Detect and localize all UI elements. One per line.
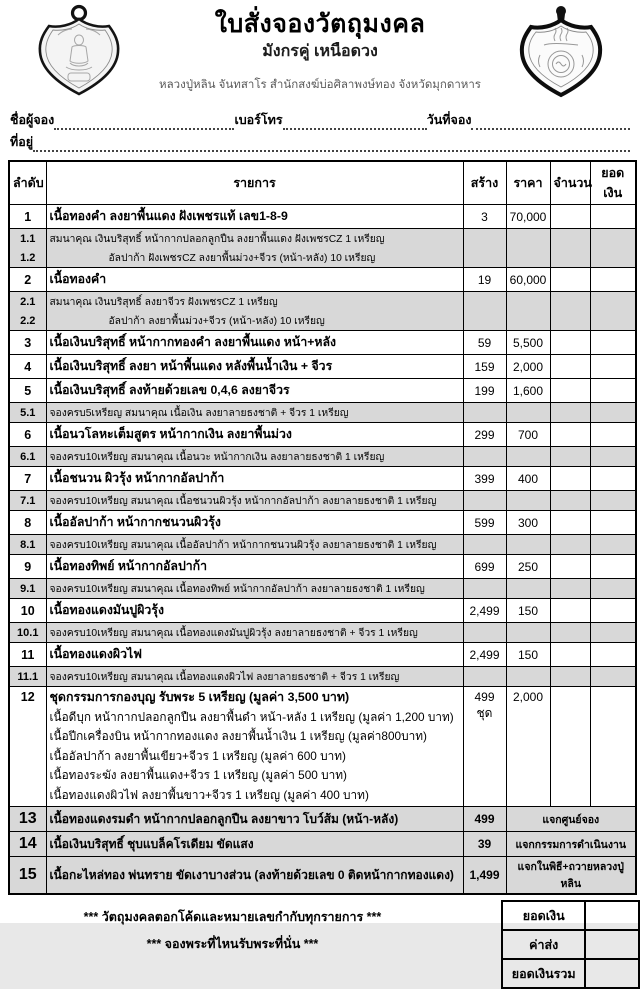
row-number: 15 (9, 857, 46, 895)
summary-table-body (502, 901, 639, 988)
set-detail-line: เนื้อทองแดงผิวไฟ ลงยาพื้นขาว+จีวร 1 เหรียญ (มูลค่า 400 บาท) (49, 787, 369, 802)
price (506, 248, 550, 268)
table-row (9, 355, 636, 379)
summary-value-field[interactable] (585, 959, 639, 988)
summary-row (502, 959, 639, 988)
price: 700 (506, 423, 550, 447)
table-row (9, 229, 636, 249)
made-count: 39 (463, 832, 506, 857)
table-row (9, 857, 636, 895)
note-pickup: *** จองพระที่ไหนรับพระที่นั่น *** (146, 937, 319, 951)
price: 300 (506, 511, 550, 535)
item-description: เนื้อเงินบริสุทธิ์ หน้ากากทองคำ ลงยาพื้นแดง หน้า+หลัง (46, 331, 463, 355)
customer-form (0, 108, 640, 152)
price: 2,000 (506, 687, 550, 807)
summary-label: ยอดเงิน (502, 901, 586, 930)
quantity (550, 447, 590, 467)
table-row (9, 579, 636, 599)
made-count: 2,499 (463, 643, 506, 667)
table-row (9, 423, 636, 447)
item-description: จองครบ5เหรียญ สมนาคุณ เนื้อเงิน ลงยาลายธงชาติ + จีวร 1 เหรียญ (46, 403, 463, 423)
quantity (550, 331, 590, 355)
price (506, 292, 550, 312)
price: 150 (506, 599, 550, 623)
quantity (550, 623, 590, 643)
row-number: 4 (9, 355, 46, 379)
quantity (550, 643, 590, 667)
price: 150 (506, 643, 550, 667)
set-detail-line: เนื้ออัลปาก้า ลงยาพื้นเขียว+จีวร 1 เหรียญ (มูลค่า 600 บาท) (49, 748, 346, 763)
quantity (550, 599, 590, 623)
table-row (9, 643, 636, 667)
item-description: สมนาคุณ เงินบริสุทธิ์ ลงยาจีวร ฝังเพชรCZ 1 เหรียญ (46, 292, 463, 312)
temple-line: หลวงปู่หลิน จันทสาโร สำนักสงฆ์บ่อศิลาพงษ์ทอง จังหวัดมุกดาหาร (159, 79, 481, 92)
quantity (550, 555, 590, 579)
made-count: 1,499 (463, 857, 506, 895)
row-number: 11 (9, 643, 46, 667)
item-description: เนื้อทองคำ (46, 268, 463, 292)
set-detail-line: เนื้อทองระฆัง ลงยาพื้นแดง+จีวร 1 เหรียญ (มูลค่า 500 บาท) (49, 768, 347, 782)
made-count: 499 ชุด (463, 687, 506, 807)
price (506, 311, 550, 331)
made-count: 19 (463, 268, 506, 292)
amount (590, 667, 636, 687)
made-count (463, 403, 506, 423)
giveaway-note: แจกศูนย์จอง (506, 807, 636, 832)
row-number: 7.1 (9, 491, 46, 511)
price: 250 (506, 555, 550, 579)
table-header-row (9, 161, 636, 205)
made-count: 199 (463, 379, 506, 403)
price: 2,000 (506, 355, 550, 379)
quantity (550, 268, 590, 292)
table-row (9, 205, 636, 229)
summary-value-field[interactable] (585, 930, 639, 959)
item-description: เนื้อเงินบริสุทธิ์ ลงยา หน้าพื้นแดง หลังพื้นน้ำเงิน + จีวร (46, 355, 463, 379)
quantity (550, 667, 590, 687)
table-row (9, 599, 636, 623)
item-description: จองครบ10เหรียญ สมนาคุณ เนื้อทองแดงมันปูผิวรุ้ง ลงยาลายธงชาติ + จีวร 1 เหรียญ (46, 623, 463, 643)
row-number: 5.1 (9, 403, 46, 423)
item-description: เนื้อชนวน ผิวรุ้ง หน้ากากอัลปาก้า (46, 467, 463, 491)
amount (590, 535, 636, 555)
amount (590, 355, 636, 379)
summary-label: ค่าส่ง (502, 930, 586, 959)
quantity (550, 467, 590, 491)
summary-label: ยอดเงินรวม (502, 959, 586, 988)
row-number: 6.1 (9, 447, 46, 467)
giveaway-note: แจกกรรมการดำเนินงาน (506, 832, 636, 857)
table-row (9, 535, 636, 555)
address-field[interactable] (33, 135, 630, 152)
quantity (550, 379, 590, 403)
price (506, 623, 550, 643)
date-field[interactable] (471, 113, 630, 130)
col-header-made: สร้าง (463, 161, 506, 205)
item-description: เนื้อทองแดงรมดำ หน้ากากปลอกลูกปืน ลงยาขาว โบว์ส้ม (หน้า-หลัง) (46, 807, 463, 832)
phone-label: เบอร์โทร (234, 113, 283, 127)
quantity (550, 403, 590, 423)
table-row (9, 248, 636, 268)
amount (590, 447, 636, 467)
price: 70,000 (506, 205, 550, 229)
item-description: เนื้อทองคำ ลงยาพื้นแดง ฝังเพชรแท้ เลข1-8-9 (46, 205, 463, 229)
quantity (550, 355, 590, 379)
row-number: 10 (9, 599, 46, 623)
col-header-amount: ยอดเงิน (590, 161, 636, 205)
made-count (463, 292, 506, 312)
col-header-no: ลำดับ (9, 161, 46, 205)
quantity (550, 423, 590, 447)
row-number: 7 (9, 467, 46, 491)
page-title: ใบสั่งจองวัตถุมงคล (214, 10, 426, 38)
item-description: เนื้อเงินบริสุทธิ์ ลงท้ายด้วยเลข 0,4,6 ลงยาจีวร (46, 379, 463, 403)
name-field[interactable] (54, 113, 234, 130)
quantity (550, 687, 590, 807)
price (506, 229, 550, 249)
amount (590, 623, 636, 643)
amount (590, 643, 636, 667)
amount (590, 292, 636, 312)
item-description: จองครบ10เหรียญ สมนาคุณ เนื้อทองทิพย์ หน้ากากอัลปาก้า ลงยาลายธงชาติ 1 เหรียญ (46, 579, 463, 599)
quantity (550, 292, 590, 312)
order-table (8, 160, 637, 895)
table-row (9, 491, 636, 511)
item-description: เนื้อทองแดงผิวไฟ (46, 643, 463, 667)
set-detail-line: เนื้อปีกเครื่องบิน หน้ากากทองแดง ลงยาพื้นน้ำเงิน 1 เหรียญ (มูลค่า800บาท) (49, 729, 427, 743)
amount (590, 229, 636, 249)
title-block (140, 3, 500, 94)
quantity (550, 311, 590, 331)
col-header-qty: จำนวน (550, 161, 590, 205)
row-number: 1.1 (9, 229, 46, 249)
row-number: 2.2 (9, 311, 46, 331)
price (506, 535, 550, 555)
quantity (550, 579, 590, 599)
row-number: 11.1 (9, 667, 46, 687)
price (506, 579, 550, 599)
amount (590, 555, 636, 579)
table-row (9, 832, 636, 857)
row-number: 6 (9, 423, 46, 447)
summary-table (501, 900, 640, 989)
quantity (550, 205, 590, 229)
item-description: เนื้อเงินบริสุทธิ์ ชุบแบล็คโรเดียม ขัดแสง (46, 832, 463, 857)
amount (590, 403, 636, 423)
quantity (550, 535, 590, 555)
made-count (463, 623, 506, 643)
table-row (9, 555, 636, 579)
item-description: เนื้อนวโลหะเต็มสูตร หน้ากากเงิน ลงยาพื้นม่วง (46, 423, 463, 447)
item-description: จองครบ10เหรียญ สมนาคุณ เนื้อทองแดงผิวไฟ ลงยาลายธงชาติ + จีวร 1 เหรียญ (46, 667, 463, 687)
amount (590, 687, 636, 807)
row-number: 9 (9, 555, 46, 579)
amount (590, 311, 636, 331)
summary-row (502, 930, 639, 959)
phone-field[interactable] (283, 113, 427, 130)
table-row (9, 331, 636, 355)
made-count (463, 667, 506, 687)
form-line-2 (10, 130, 630, 152)
made-count: 2,499 (463, 599, 506, 623)
price: 5,500 (506, 331, 550, 355)
footer-notes (8, 900, 457, 954)
row-number: 1 (9, 205, 46, 229)
item-description (46, 687, 463, 807)
table-row (9, 687, 636, 807)
made-count: 299 (463, 423, 506, 447)
price (506, 491, 550, 511)
amount (590, 248, 636, 268)
summary-value-field[interactable] (585, 901, 639, 930)
made-count: 3 (463, 205, 506, 229)
set-title: ชุดกรรมการกองบุญ รับพระ 5 เหรียญ (มูลค่า 3,500 บาท) (49, 690, 350, 704)
row-number: 8.1 (9, 535, 46, 555)
table-row (9, 403, 636, 423)
quantity (550, 229, 590, 249)
giveaway-note: แจกในพิธี+ถวายหลวงปู่หลิน (506, 857, 636, 895)
summary-row (502, 901, 639, 930)
price (506, 403, 550, 423)
page-subtitle: มังกรคู่ เหนือดวง (262, 43, 378, 61)
table-row (9, 807, 636, 832)
item-description: เนื้อทองแดงมันปูผิวรุ้ง (46, 599, 463, 623)
made-count: 399 (463, 467, 506, 491)
amount (590, 579, 636, 599)
row-number: 2 (9, 268, 46, 292)
item-description: อัลปาก้า ลงยาพื้นม่วง+จีวร (หน้า-หลัง) 10 เหรียญ (46, 311, 463, 331)
table-row (9, 268, 636, 292)
amount (590, 599, 636, 623)
made-count: 159 (463, 355, 506, 379)
name-label: ชื่อผู้จอง (10, 113, 55, 127)
row-number: 5 (9, 379, 46, 403)
amount (590, 491, 636, 511)
quantity (550, 491, 590, 511)
item-description: เนื้ออัลปาก้า หน้ากากชนวนผิวรุ้ง (46, 511, 463, 535)
made-count (463, 447, 506, 467)
made-count (463, 535, 506, 555)
table-row (9, 623, 636, 643)
price: 60,000 (506, 268, 550, 292)
amount (590, 331, 636, 355)
table-row (9, 292, 636, 312)
row-number: 14 (9, 832, 46, 857)
table-row (9, 667, 636, 687)
made-count (463, 248, 506, 268)
row-number: 3 (9, 331, 46, 355)
price (506, 667, 550, 687)
quantity (550, 248, 590, 268)
form-line-1 (10, 108, 630, 130)
amount (590, 423, 636, 447)
row-number: 2.1 (9, 292, 46, 312)
table-row (9, 447, 636, 467)
made-count: 699 (463, 555, 506, 579)
amulet-front-medal-icon (18, 3, 140, 106)
table-row (9, 467, 636, 491)
table-row (9, 311, 636, 331)
quantity (550, 511, 590, 535)
made-count: 59 (463, 331, 506, 355)
amount (590, 511, 636, 535)
table-row (9, 379, 636, 403)
made-count (463, 491, 506, 511)
row-number: 9.1 (9, 579, 46, 599)
col-header-price: ราคา (506, 161, 550, 205)
row-number: 1.2 (9, 248, 46, 268)
price: 400 (506, 467, 550, 491)
row-number: 8 (9, 511, 46, 535)
col-header-item: รายการ (46, 161, 463, 205)
footer (0, 900, 640, 989)
made-count (463, 229, 506, 249)
address-label: ที่อยู่ (10, 135, 34, 149)
row-number: 10.1 (9, 623, 46, 643)
item-description: เนื้อกะไหล่ทอง พ่นทราย ขัดเงาบางส่วน (ลงท้ายด้วยเลข 0 ติดหน้ากากทองแดง) (46, 857, 463, 895)
note-code-stamp: *** วัตถุมงคลตอกโค้ดและหมายเลขกำกับทุกรายการ *** (83, 910, 382, 924)
date-label: วันที่จอง (426, 113, 472, 127)
price (506, 447, 550, 467)
set-detail-line: เนื้อดีบุก หน้ากากปลอกลูกปืน ลงยาพื้นดำ หน้า-หลัง 1 เหรียญ (มูลค่า 1,200 บาท) (49, 709, 454, 724)
item-description: จองครบ10เหรียญ สมนาคุณ เนื้ออัลปาก้า หน้ากากชนวนผิวรุ้ง ลงยาลายธงชาติ 1 เหรียญ (46, 535, 463, 555)
amount (590, 467, 636, 491)
item-description: เนื้อทองทิพย์ หน้ากากอัลปาก้า (46, 555, 463, 579)
made-count: 499 (463, 807, 506, 832)
price: 1,600 (506, 379, 550, 403)
row-number: 13 (9, 807, 46, 832)
table-row (9, 511, 636, 535)
header (0, 0, 640, 106)
made-count (463, 579, 506, 599)
order-table-body (9, 205, 636, 895)
made-count (463, 311, 506, 331)
item-description: อัลปาก้า ฝังเพชรCZ ลงยาพื้นม่วง+จีวร (หน้า-หลัง) 10 เหรียญ (46, 248, 463, 268)
amount (590, 379, 636, 403)
item-description: สมนาคุณ เงินบริสุทธิ์ หน้ากากปลอกลูกปืน ลงยาพื้นแดง ฝังเพชรCZ 1 เหรียญ (46, 229, 463, 249)
amount (590, 268, 636, 292)
amount (590, 205, 636, 229)
item-description: จองครบ10เหรียญ สมนาคุณ เนื้อชนวนผิวรุ้ง หน้ากากอัลปาก้า ลงยาลายธงชาติ 1 เหรียญ (46, 491, 463, 511)
row-number: 12 (9, 687, 46, 807)
item-description: จองครบ10เหรียญ สมนาคุณ เนื้อนวะ หน้ากากเงิน ลงยาลายธงชาติ 1 เหรียญ (46, 447, 463, 467)
made-count: 599 (463, 511, 506, 535)
amulet-back-medal-icon (500, 3, 622, 106)
